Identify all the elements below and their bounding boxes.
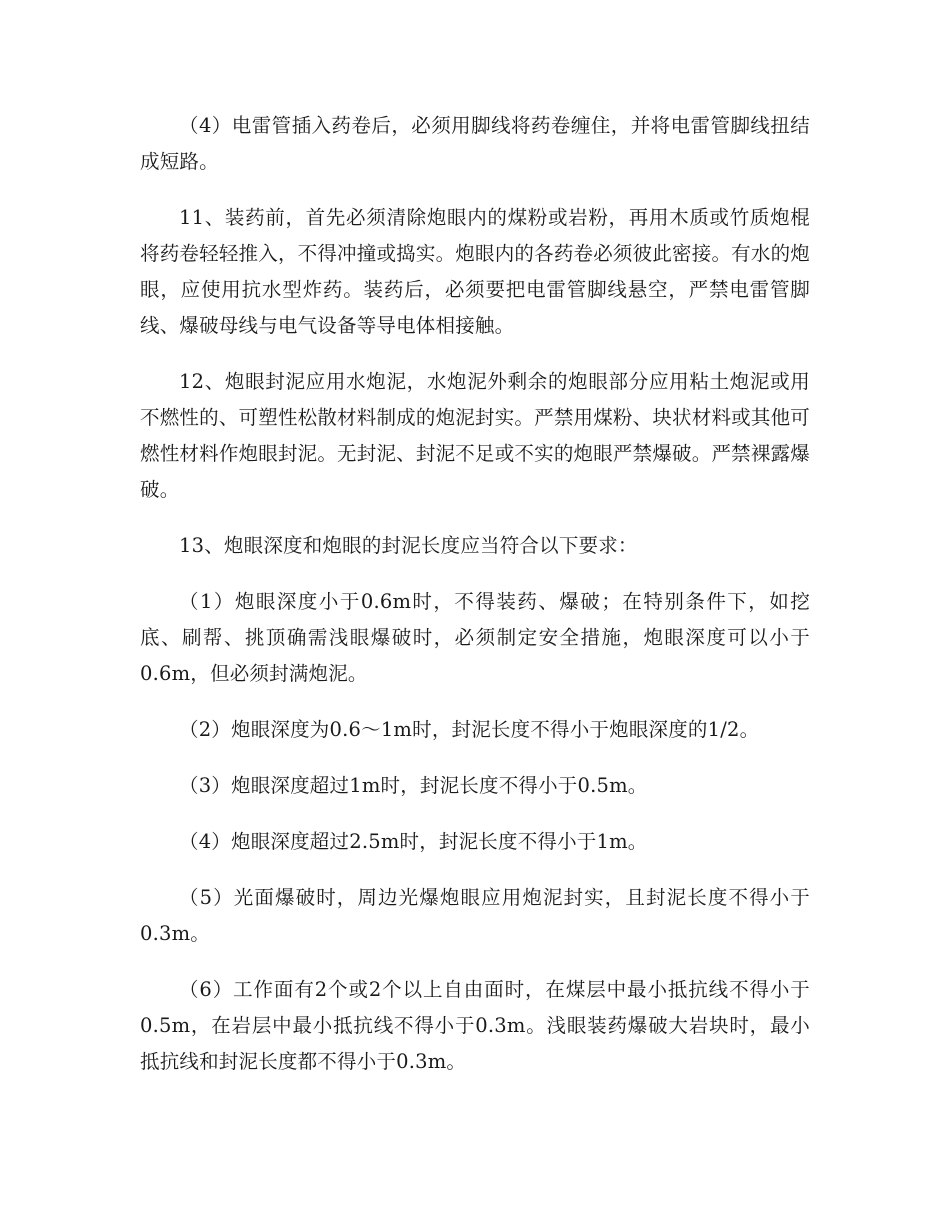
paragraph-13-item-6: （6）工作面有2个或2个以上自由面时，在煤层中最小抵抗线不得小于0.5m，在岩层中最小抵抗线不得小于0.3m。浅眼装药爆破大岩块时，最小抵抗线和封泥长度都不得小于0.3m。	[140, 978, 810, 1073]
paragraph-13-item-2: （2）炮眼深度为0.6～1m时，封泥长度不得小于炮眼深度的1/2。	[179, 718, 760, 741]
paragraph-13-item-5: （5）光面爆破时，周边光爆炮眼应用炮泥封实，且封泥长度不得小于0.3m。	[140, 886, 810, 945]
paragraph-11-charging: 11、装药前，首先必须清除炮眼内的煤粉或岩粉，再用木质或竹质炮棍将药卷轻轻推入，不得冲撞或捣实。炮眼内的各药卷必须彼此密接。有水的炮眼，应使用抗水型炸药。装药后，必须要把电雷管脚线悬空，严禁电雷管脚线、爆破母线与电气设备等导电体相接触。	[140, 206, 810, 337]
paragraph-12-stemming: 12、炮眼封泥应用水炮泥，水炮泥外剩余的炮眼部分应用粘土炮泥或用不燃性的、可塑性松散材料制成的炮泥封实。严禁用煤粉、块状材料或其他可燃性材料作炮眼封泥。无封泥、封泥不足或不实的炮眼严禁爆破。严禁裸露爆破。	[140, 370, 810, 501]
paragraph-13-item-4: （4）炮眼深度超过2.5m时，封泥长度不得小于1m。	[179, 830, 648, 853]
paragraph-13-item-1: （1）炮眼深度小于0.6m时，不得装药、爆破；在特别条件下，如挖底、刷帮、挑顶确需浅眼爆破时，必须制定安全措施，炮眼深度可以小于0.6m，但必须封满炮泥。	[140, 590, 810, 685]
paragraph-13-requirements-heading: 13、炮眼深度和炮眼的封泥长度应当符合以下要求：	[179, 534, 638, 557]
paragraph-13-item-3: （3）炮眼深度超过1m时，封泥长度不得小于0.5m。	[179, 774, 648, 797]
paragraph-item-4-detonator-wiring: （4）电雷管插入药卷后，必须用脚线将药卷缠住，并将电雷管脚线扭结成短路。	[140, 114, 810, 173]
document-body	[140, 108, 810, 1080]
